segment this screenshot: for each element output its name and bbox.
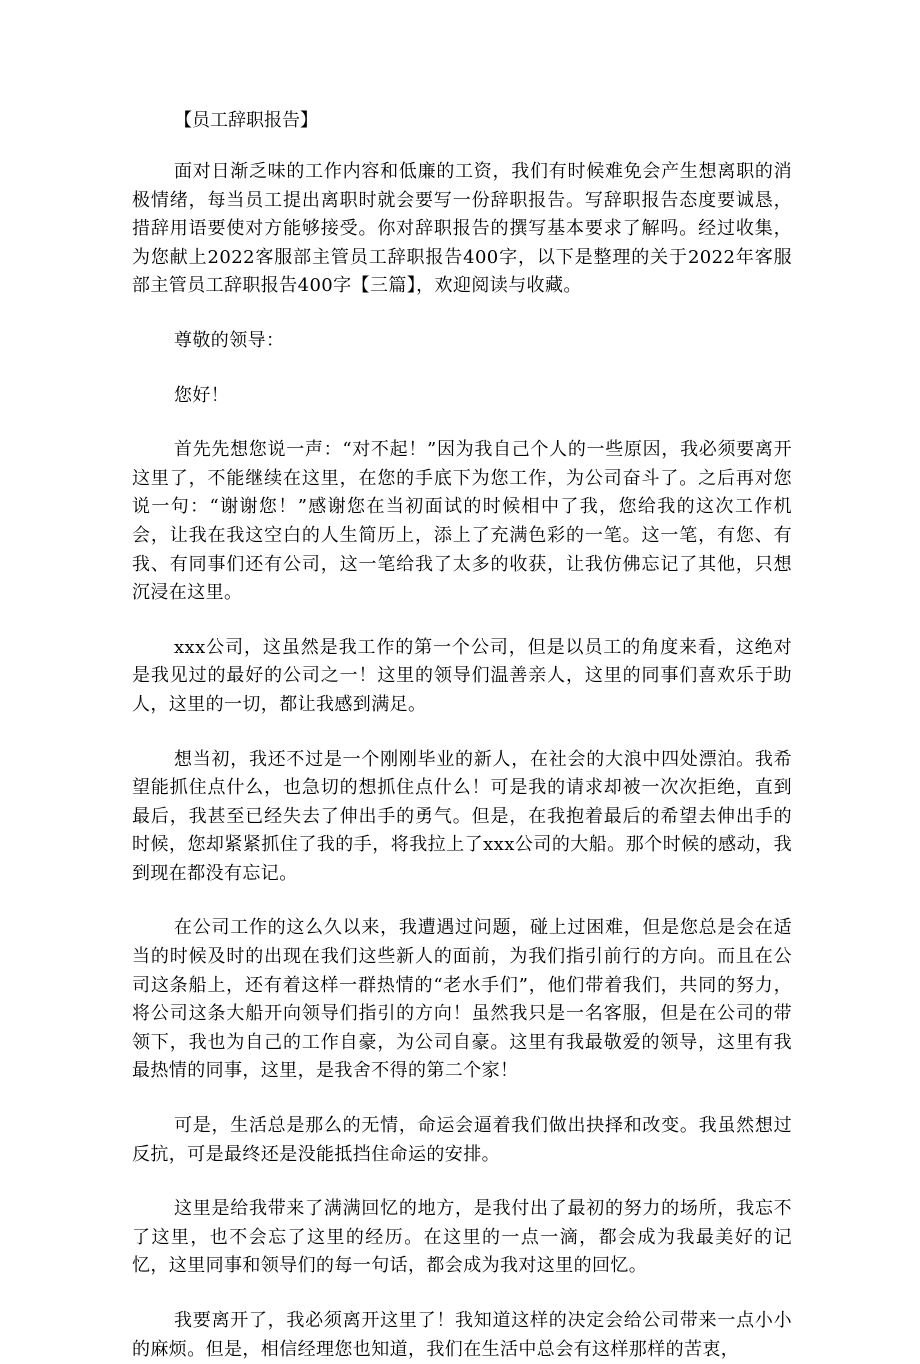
body-paragraph: 首先先想您说一声：“对不起！”因为我自己个人的一些原因，我必须要离开这里了，不能继续在这里，在您的手底下为您工作，为公司奋斗了。之后再对您说一句：“谢谢您！”感谢您在当初面试的时候相中了我，您给我的这次工作机会，让我在我这空白的人生简历上，添上了充满色彩的一笔。这一笔，有您、有我、有同事们还有公司，这一笔给我了太多的收获，让我仿佛忘记了其他，只想沉浸在这里。 xyxy=(132,439,792,604)
intro-paragraph: 面对日渐乏味的工作内容和低廉的工资，我们有时候难免会产生想离职的消极情绪，每当员工提出离职时就会要写一份辞职报告。写辞职报告态度要诚恳，措辞用语要使对方能够接受。你对辞职报告的撰写基本要求了解吗。经过收集，为您献上2022客服部主管员工辞职报告400字，以下是整理的关于2022年客服部主管员工辞职报告400字【三篇】，欢迎阅读与收藏。 xyxy=(132,161,792,297)
document-title: 【员工辞职报告】 xyxy=(174,110,318,131)
body-paragraph: 想当初，我还不过是一个刚刚毕业的新人，在社会的大浪中四处漂泊。我希望能抓住点什么，也急切的想抓住点什么！可是我的请求却被一次次拒绝，直到最后，我甚至已经失去了伸出手的勇气。但是，在我抱着最后的希望去伸出手的时候，您却紧紧抓住了我的手，将我拉上了xxx公司的大船。那个时候的感动，我到现在都没有忘记。 xyxy=(132,748,792,884)
body-paragraph: 这里是给我带来了满满回忆的地方，是我付出了最初的努力的场所，我忘不了这里，也不会忘了这里的经历。在这里的一点一滴，都会成为我最美好的记忆，这里同事和领导们的每一句话，都会成为我对这里的回忆。 xyxy=(132,1198,792,1277)
greeting: 您好！ xyxy=(174,384,230,406)
body-paragraph: 我要离开了，我必须离开这里了！我知道这样的决定会给公司带来一点小小的麻烦。但是，相信经理您也知道，我们在生活中总会有这样那样的苦衷， xyxy=(132,1310,792,1360)
salutation: 尊敬的领导： xyxy=(174,329,285,351)
body-paragraph: 在公司工作的这么久以来，我遭遇过问题，碰上过困难，但是您总是会在适当的时候及时的出现在我们这些新人的面前，为我们指引前行的方向。而且在公司这条船上，还有着这样一群热情的“老水手们”，他们带着我们，共同的努力，将公司这条大船开向领导们指引的方向！虽然我只是一名客服，但是在公司的带领下，我也为自己的工作自豪，为公司自豪。这里有我最敬爱的领导，这里有我最热情的同事，这里，是我舍不得的第二个家！ xyxy=(132,917,792,1082)
body-paragraph: xxx公司，这虽然是我工作的第一个公司，但是以员工的角度来看，这绝对是我见过的最好的公司之一！这里的领导们温善亲人，这里的同事们喜欢乐于助人，这里的一切，都让我感到满足。 xyxy=(132,636,792,715)
body-paragraph: 可是，生活总是那么的无情，命运会逼着我们做出抉择和改变。我虽然想过反抗，可是最终还是没能抵挡住命运的安排。 xyxy=(132,1115,792,1165)
document-body xyxy=(132,106,792,1364)
